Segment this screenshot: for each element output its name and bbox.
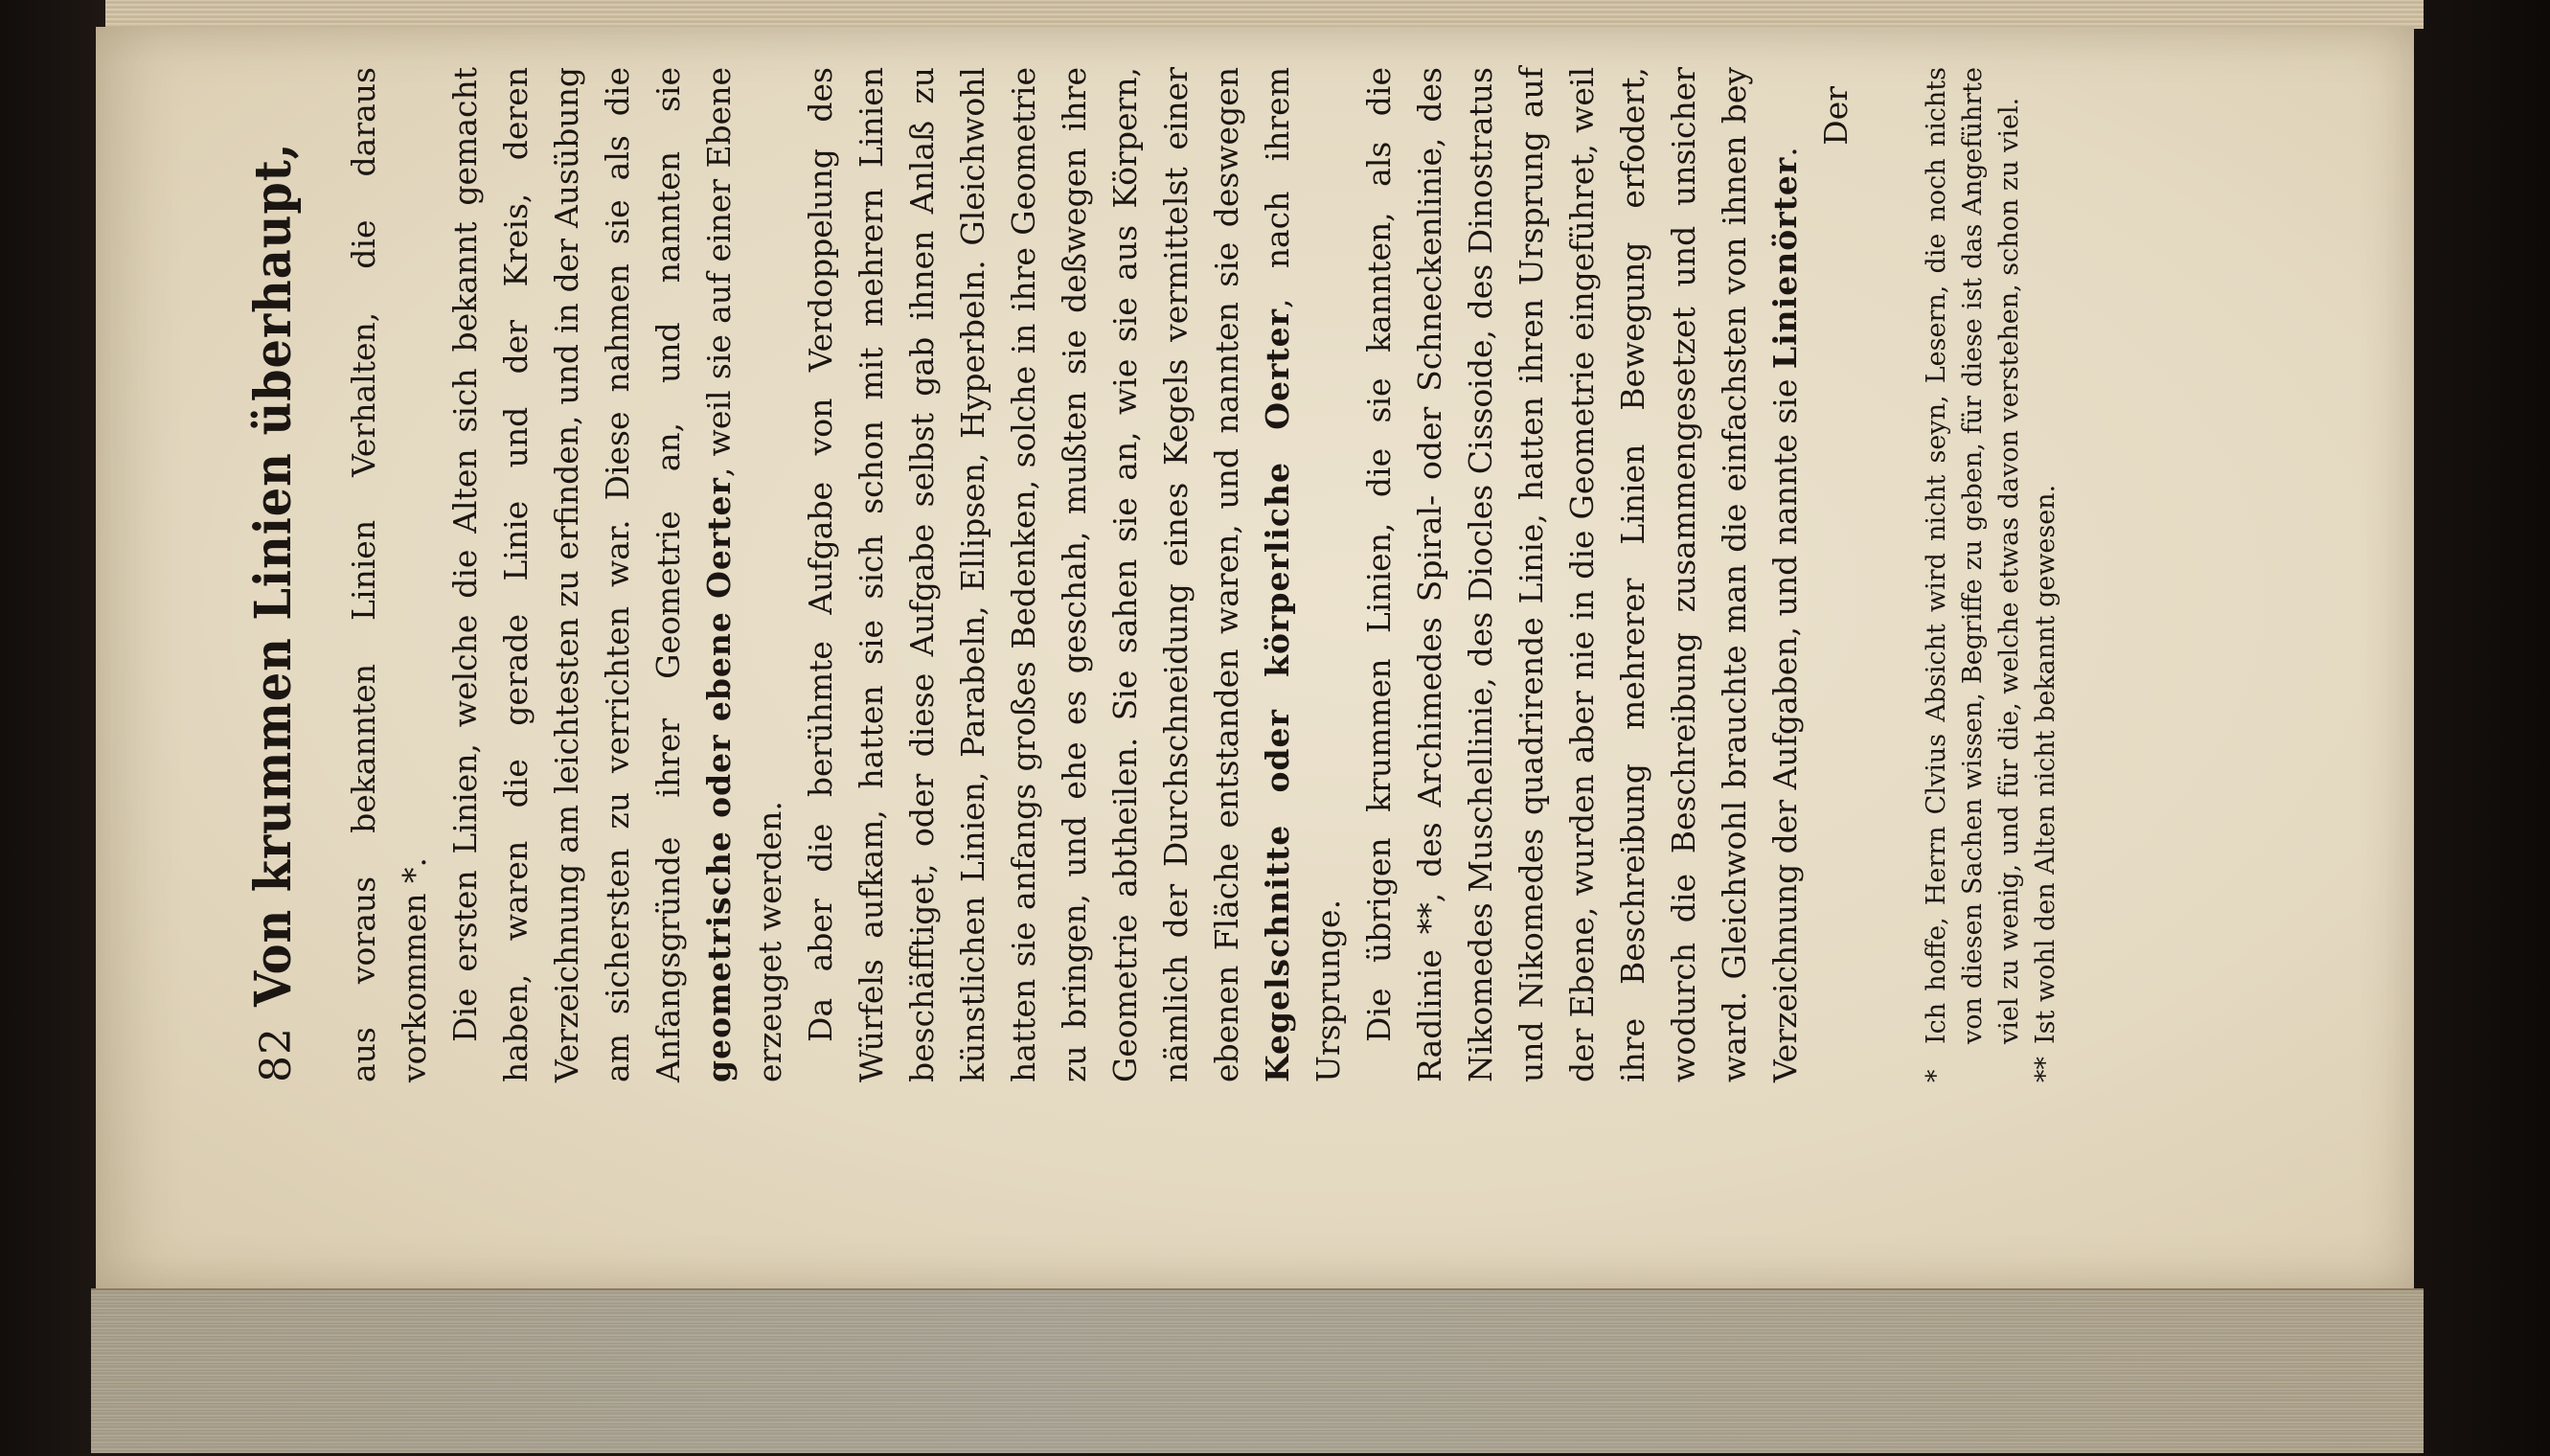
footnote-1 — [1919, 67, 2028, 1082]
footnotes — [1919, 67, 2064, 1082]
footnote-mark: * — [1922, 1069, 1951, 1082]
paragraph-text: , weil sie auf einer Ebene erzeuget werden. — [700, 67, 788, 1082]
footnote-mark: ** — [2031, 1057, 2060, 1082]
term-line-loci: Linienörter — [1766, 156, 1804, 370]
main-text — [338, 67, 1861, 1082]
paragraph-text: Die übrigen krummen Linien, die sie kannten, als die Radlinie **, des Archimedes Spiral- oder Schneckenlinie, des Nikomedes Muschellinie, des Diocles Cissoide, des Dinostratus und Nikomedes quadrirende Linie, hatten ihren Ursprung auf der Ebene, wurden aber nie in die Geometrie eingeführet, weil ihre Beschreibung mehrerer Linien Bewegung erfodert, wodurch die Beschreibung zusammengesetzet und unsicher ward. Gleichwohl brauchte man die einfachsten von ihnen bey Verzeichnung der Aufgaben, und nannte sie — [1360, 67, 1804, 1082]
catchword: Der — [1817, 86, 1855, 146]
paragraph-conic-sections — [795, 67, 1354, 1082]
paragraph-continuation — [338, 67, 440, 1082]
paragraph-text: , nach ihrem Ursprunge. — [1259, 67, 1347, 1082]
footnote-text: Ist wohl den Alten nicht bekannt gewesen. — [2031, 484, 2060, 1044]
page-number: 82 — [252, 1027, 301, 1082]
paragraph-text: . — [1766, 147, 1804, 157]
paragraph-text: Die ersten Linien, welche die Alten sich bekannt gemacht haben, waren die gerade Linie und der Kreis, deren Verzeichnung am leichtesten zu erfinden, und in der Ausübung am sichersten zu verrichten war. Diese nahmen sie als die Anfangsgründe ihrer Geometrie an, und nannten sie — [446, 67, 687, 1082]
paragraph-text: aus voraus bekannten Linien Verhalten, die daraus vorkommen *. — [345, 67, 433, 1082]
page-header — [244, 67, 330, 1082]
paragraph-text: Da aber die berühmte Aufgabe von Verdoppelung des Würfels aufkam, hatten sie sich schon mit mehrern Linien beschäfftiget, oder diese Aufgabe selbst gab ihnen Anlaß zu künstlichen Linien, Parabeln, Ellipsen, Hyperbeln. Gleichwohl hatten sie anfangs großes Bedenken, solche in ihre Geometrie zu bringen, und ehe es geschah, mußten sie deßwegen ihre Geometrie abtheilen. Sie sahen sie an, wie sie aus Körpern, nämlich der Durchschneidung eines Kegels vermittelst einer ebenen Fläche entstanden waren, und nannten sie deswegen — [802, 67, 1245, 1082]
page-top-edge — [105, 0, 2424, 29]
term-plane-loci: geometrische oder ebene Oerter — [700, 477, 738, 1082]
paragraph-first-lines — [440, 67, 795, 1082]
footnote-text: Ich hoffe, Herrn Clvius Absicht wird nicht seyn, Lesern, die noch nichts von diesen Sachen wissen, Begriffe zu geben, für diese ist das Angeführte viel zu wenig, und für die, welche etwas davon verstehen, schon zu viel. — [1922, 67, 2024, 1044]
running-title: Von krummen Linien überhaupt, — [244, 142, 303, 1007]
paragraph-other-curves — [1354, 67, 1810, 1082]
page-text-block — [244, 67, 2122, 1082]
term-solid-loci: Kegelschnitte oder körperliche Oerter — [1259, 308, 1296, 1082]
footnote-2 — [2028, 67, 2064, 1082]
page-fore-edge — [91, 1288, 2424, 1453]
